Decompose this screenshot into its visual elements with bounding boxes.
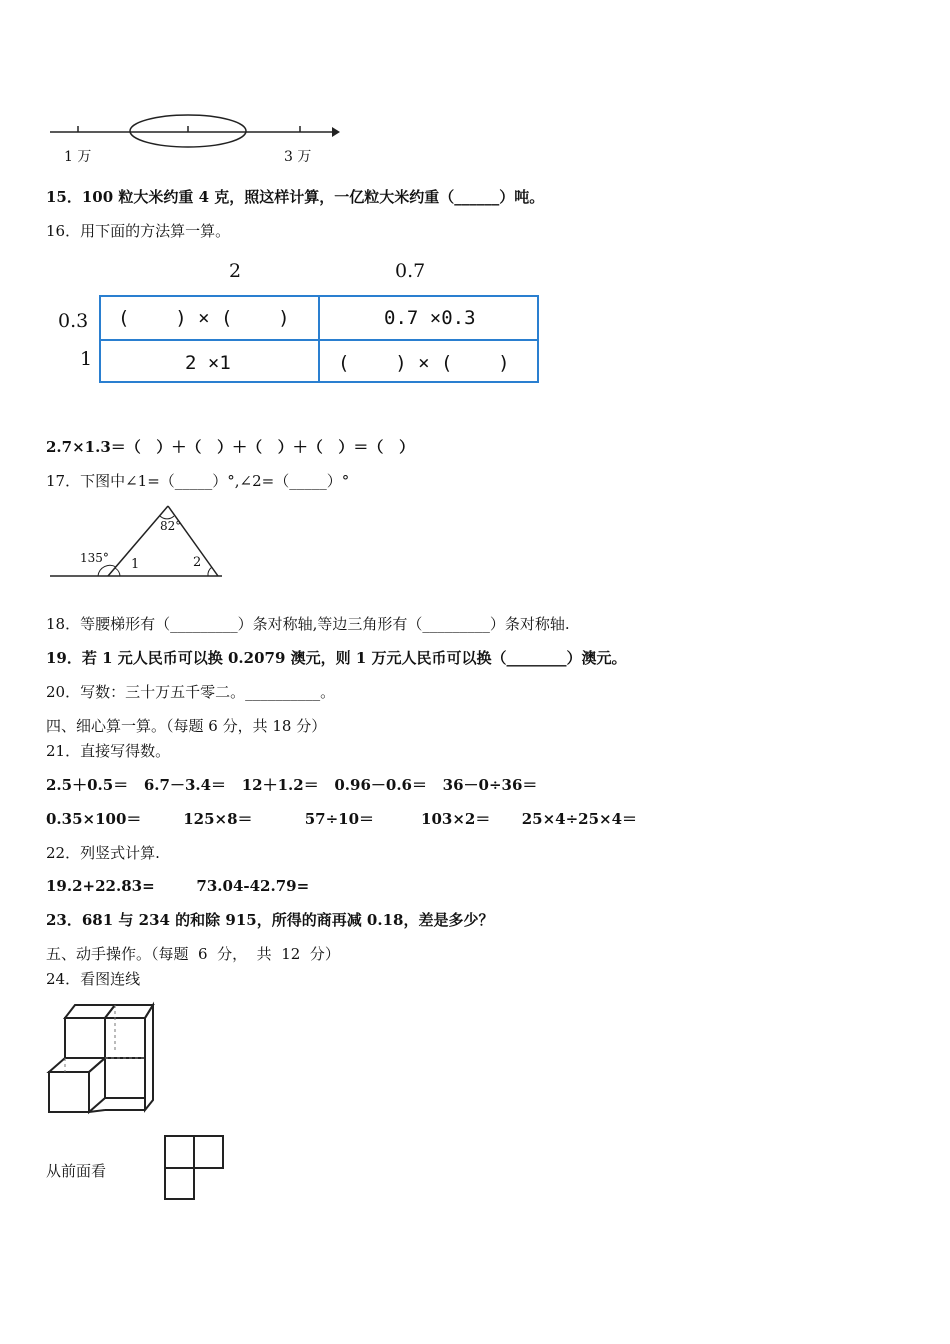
section-5-title: 五、动手操作。（每题 6 分， 共 12 分） bbox=[46, 945, 340, 963]
q24-view-label: 从前面看 bbox=[46, 1162, 107, 1180]
q16-row-label-2: 1 bbox=[80, 348, 93, 370]
q17-angle-top: 82° bbox=[160, 519, 182, 533]
question-20: 20．写数：三十万五千零二。__________。 bbox=[46, 683, 336, 701]
q22-row: 19.2+22.83= 73.04-42.79= bbox=[46, 877, 310, 895]
q17-triangle-figure bbox=[50, 500, 230, 580]
q17-angle-exterior: 135° bbox=[80, 551, 109, 565]
q17-angle-1-label: 1 bbox=[131, 557, 140, 572]
question-24: 24．看图连线 bbox=[46, 970, 141, 988]
number-line-left-label: 1 万 bbox=[64, 149, 92, 165]
q24-front-view-figure bbox=[164, 1135, 226, 1201]
question-18: 18．等腰梯形有（_________）条对称轴,等边三角形有（_________）条对称轴. bbox=[46, 615, 570, 633]
q16-cell-1: ( ) × ( ) bbox=[118, 307, 290, 329]
q16-col-label-2: 0.7 bbox=[395, 260, 426, 282]
q21-row-1: 2.5＋0.5＝ 6.7－3.4＝ 12＋1.2＝ 0.96－0.6＝ 36－0÷36＝ bbox=[46, 776, 538, 794]
q16-col-label-1: 2 bbox=[229, 260, 242, 282]
q16-row-label-1: 0.3 bbox=[58, 310, 89, 332]
q16-cell-3: 2 ×1 bbox=[185, 352, 231, 374]
q21-row-2: 0.35×100＝ 125×8＝ 57÷10＝ 103×2＝ 25×4÷25×4＝ bbox=[46, 810, 638, 828]
question-23: 23．681 与 234 的和除 915，所得的商再减 0.18，差是多少？ bbox=[46, 911, 494, 929]
section-4-title: 四、细心算一算。（每题 6 分，共 18 分） bbox=[46, 717, 327, 735]
number-line-right-label: 3 万 bbox=[284, 149, 312, 165]
question-16: 16．用下面的方法算一算。 bbox=[46, 222, 231, 240]
question-22: 22．列竖式计算. bbox=[46, 844, 160, 862]
question-15: 15．100 粒大米约重 4 克，照这样计算，一亿粒大米约重（______）吨。 bbox=[46, 188, 545, 206]
question-21: 21．直接写得数。 bbox=[46, 742, 171, 760]
q17-angle-2-label: 2 bbox=[193, 555, 202, 570]
question-19: 19．若 1 元人民币可以换 0.2079 澳元，则 1 万元人民币可以换（________）澳元。 bbox=[46, 649, 627, 667]
q16-equation: 2.7×1.3＝（ ）＋（ ）＋（ ）＋（ ）＝（ ） bbox=[46, 438, 415, 456]
q16-cell-2: 0.7 ×0.3 bbox=[384, 307, 476, 329]
q24-cube-figure bbox=[47, 1000, 157, 1120]
q16-cell-4: ( ) × ( ) bbox=[338, 352, 510, 374]
question-17: 17．下图中∠1=（_____）°,∠2=（_____）° bbox=[46, 472, 350, 490]
